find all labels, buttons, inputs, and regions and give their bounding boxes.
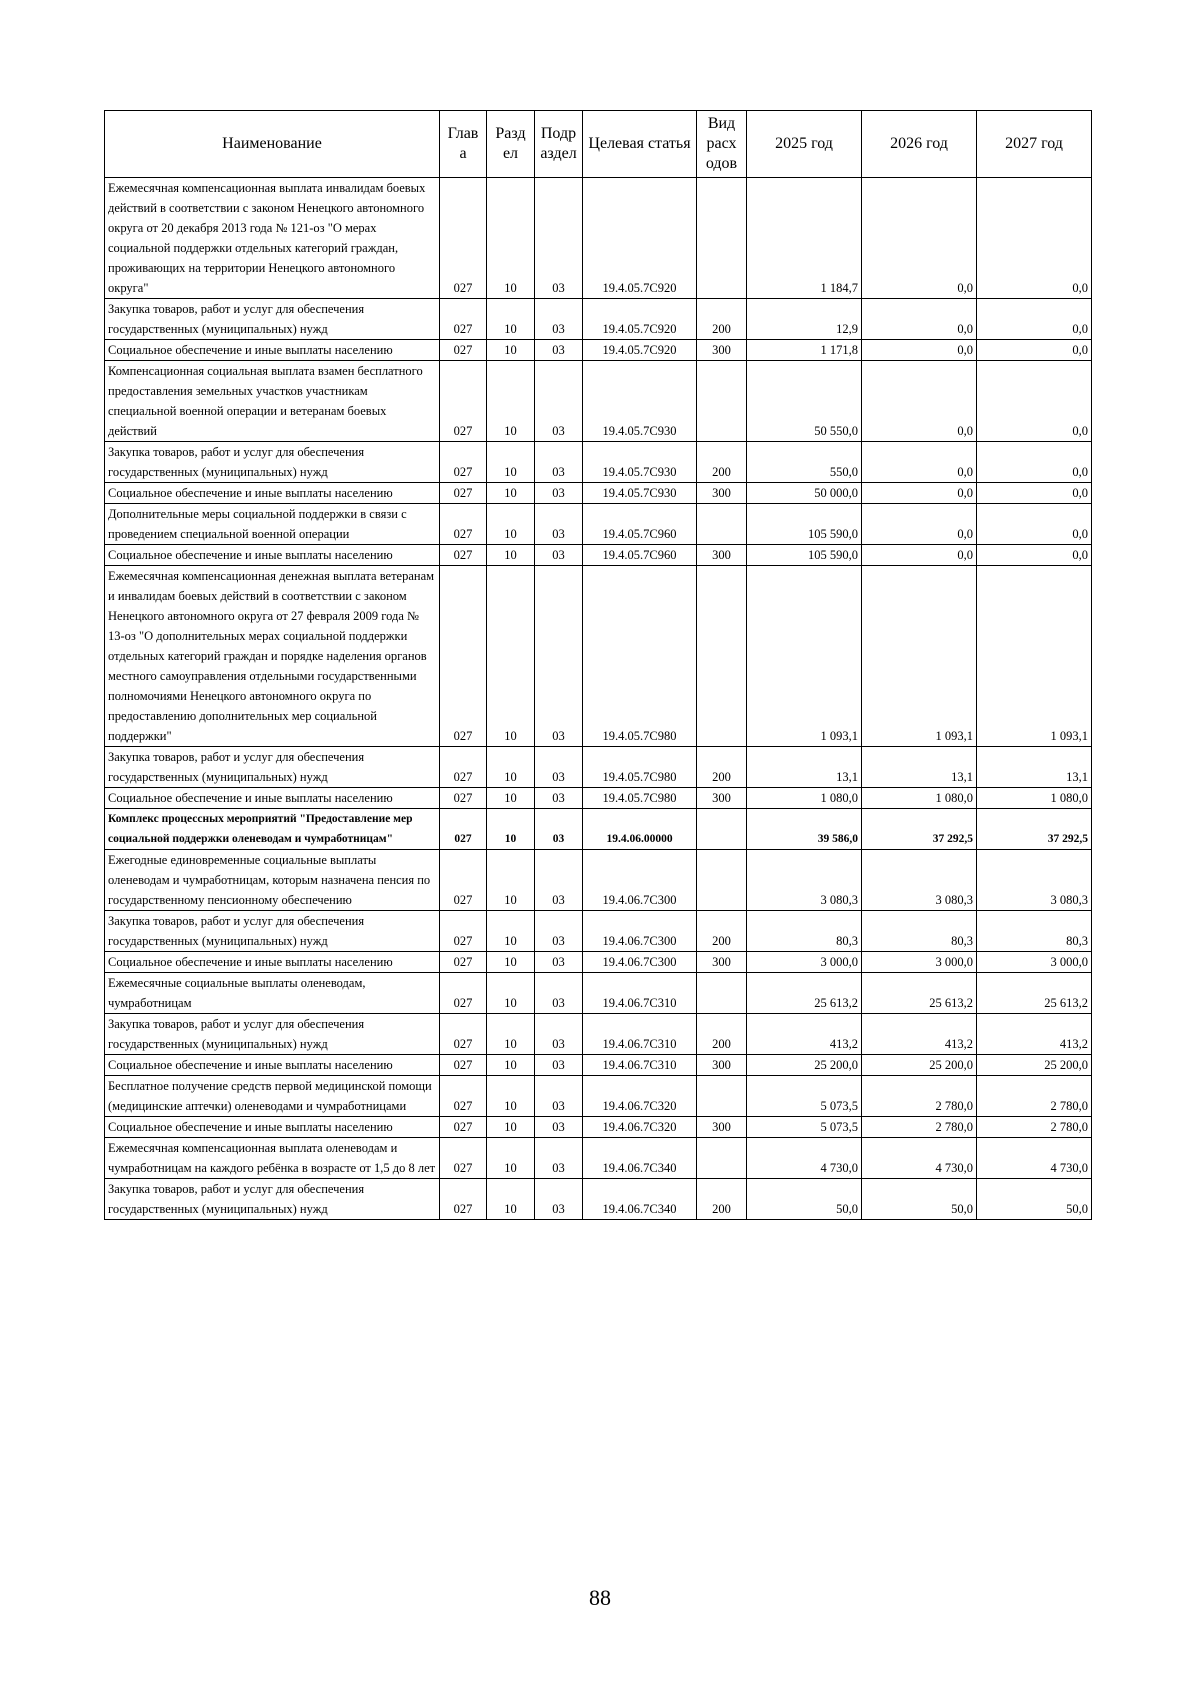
cell-2027: 0,0 bbox=[977, 361, 1092, 442]
cell-razdel: 10 bbox=[487, 504, 535, 545]
table-row bbox=[105, 340, 1092, 361]
cell-razdel: 10 bbox=[487, 1076, 535, 1117]
cell-glava: 027 bbox=[440, 1014, 487, 1055]
cell-name: Дополнительные меры социальной поддержки в связи с проведением специальной военной операции bbox=[105, 504, 440, 545]
cell-2027: 0,0 bbox=[977, 299, 1092, 340]
cell-2027: 413,2 bbox=[977, 1014, 1092, 1055]
cell-glava: 027 bbox=[440, 1076, 487, 1117]
cell-2025: 550,0 bbox=[747, 442, 862, 483]
page-number: 88 bbox=[589, 1585, 611, 1610]
cell-2027: 25 613,2 bbox=[977, 973, 1092, 1014]
cell-name: Социальное обеспечение и иные выплаты населению bbox=[105, 1055, 440, 1076]
table-row bbox=[105, 1055, 1092, 1076]
cell-2027: 0,0 bbox=[977, 340, 1092, 361]
cell-vid-raskhodov: 200 bbox=[697, 1179, 747, 1220]
cell-2025: 105 590,0 bbox=[747, 545, 862, 566]
cell-razdel: 10 bbox=[487, 1014, 535, 1055]
cell-2027: 3 080,3 bbox=[977, 850, 1092, 911]
cell-podrazdel: 03 bbox=[535, 1055, 583, 1076]
cell-podrazdel: 03 bbox=[535, 545, 583, 566]
cell-razdel: 10 bbox=[487, 1055, 535, 1076]
cell-vid-raskhodov: 300 bbox=[697, 788, 747, 809]
cell-vid-raskhodov bbox=[697, 973, 747, 1014]
cell-vid-raskhodov: 300 bbox=[697, 545, 747, 566]
cell-razdel: 10 bbox=[487, 1179, 535, 1220]
cell-2026: 0,0 bbox=[862, 504, 977, 545]
cell-vid-raskhodov: 200 bbox=[697, 442, 747, 483]
table-row bbox=[105, 545, 1092, 566]
cell-razdel: 10 bbox=[487, 911, 535, 952]
cell-2026: 3 000,0 bbox=[862, 952, 977, 973]
cell-glava: 027 bbox=[440, 361, 487, 442]
cell-podrazdel: 03 bbox=[535, 973, 583, 1014]
cell-glava: 027 bbox=[440, 747, 487, 788]
cell-tselevaya-statya: 19.4.05.7С920 bbox=[583, 299, 697, 340]
cell-razdel: 10 bbox=[487, 1117, 535, 1138]
table-row bbox=[105, 566, 1092, 747]
cell-2027: 25 200,0 bbox=[977, 1055, 1092, 1076]
cell-2025: 50,0 bbox=[747, 1179, 862, 1220]
cell-2026: 4 730,0 bbox=[862, 1138, 977, 1179]
cell-2027: 2 780,0 bbox=[977, 1117, 1092, 1138]
cell-2025: 1 171,8 bbox=[747, 340, 862, 361]
table-row bbox=[105, 504, 1092, 545]
cell-2025: 39 586,0 bbox=[747, 809, 862, 850]
cell-2027: 0,0 bbox=[977, 178, 1092, 299]
cell-glava: 027 bbox=[440, 566, 487, 747]
table-row bbox=[105, 1179, 1092, 1220]
header-tselevaya-statya: Целевая статья bbox=[583, 111, 697, 178]
cell-glava: 027 bbox=[440, 788, 487, 809]
table-header-row bbox=[105, 111, 1092, 178]
cell-tselevaya-statya: 19.4.05.7С980 bbox=[583, 747, 697, 788]
cell-glava: 027 bbox=[440, 1138, 487, 1179]
table-row bbox=[105, 911, 1092, 952]
table-row bbox=[105, 1117, 1092, 1138]
cell-2026: 25 200,0 bbox=[862, 1055, 977, 1076]
cell-razdel: 10 bbox=[487, 809, 535, 850]
cell-tselevaya-statya: 19.4.05.7С980 bbox=[583, 788, 697, 809]
cell-name: Компенсационная социальная выплата взамен бесплатного предоставления земельных участков участникам специальной военной операции и ветеранам боевых действий bbox=[105, 361, 440, 442]
cell-tselevaya-statya: 19.4.05.7С930 bbox=[583, 361, 697, 442]
cell-podrazdel: 03 bbox=[535, 1179, 583, 1220]
cell-vid-raskhodov bbox=[697, 809, 747, 850]
cell-glava: 027 bbox=[440, 340, 487, 361]
table-row bbox=[105, 299, 1092, 340]
cell-name: Комплекс процессных мероприятий "Предоставление мер социальной поддержки оленеводам и чумработницам" bbox=[105, 809, 440, 850]
cell-name: Закупка товаров, работ и услуг для обеспечения государственных (муниципальных) нужд bbox=[105, 299, 440, 340]
cell-glava: 027 bbox=[440, 442, 487, 483]
cell-podrazdel: 03 bbox=[535, 952, 583, 973]
cell-podrazdel: 03 bbox=[535, 340, 583, 361]
cell-vid-raskhodov: 300 bbox=[697, 1055, 747, 1076]
cell-razdel: 10 bbox=[487, 361, 535, 442]
cell-podrazdel: 03 bbox=[535, 566, 583, 747]
cell-2027: 1 080,0 bbox=[977, 788, 1092, 809]
table-row bbox=[105, 442, 1092, 483]
cell-name: Социальное обеспечение и иные выплаты населению bbox=[105, 340, 440, 361]
cell-tselevaya-statya: 19.4.06.7С310 bbox=[583, 1055, 697, 1076]
cell-2026: 0,0 bbox=[862, 361, 977, 442]
table-row bbox=[105, 483, 1092, 504]
cell-name: Ежемесячная компенсационная выплата оленеводам и чумработницам на каждого ребёнка в возрасте от 1,5 до 8 лет bbox=[105, 1138, 440, 1179]
cell-podrazdel: 03 bbox=[535, 911, 583, 952]
cell-tselevaya-statya: 19.4.06.00000 bbox=[583, 809, 697, 850]
cell-glava: 027 bbox=[440, 850, 487, 911]
cell-2025: 12,9 bbox=[747, 299, 862, 340]
cell-name: Ежемесячная компенсационная выплата инвалидам боевых действий в соответствии с законом Ненецкого автономного округа от 20 декабря 2013 года № 121-оз "О мерах социальной поддержки отдельных категорий граждан, проживающих на территории Ненецкого автономного округа" bbox=[105, 178, 440, 299]
cell-2025: 1 093,1 bbox=[747, 566, 862, 747]
cell-name: Ежегодные единовременные социальные выплаты оленеводам и чумработницам, которым назначена пенсия по государственному пенсионному обеспечению bbox=[105, 850, 440, 911]
cell-2025: 25 200,0 bbox=[747, 1055, 862, 1076]
cell-2025: 13,1 bbox=[747, 747, 862, 788]
cell-tselevaya-statya: 19.4.06.7С340 bbox=[583, 1179, 697, 1220]
cell-vid-raskhodov: 300 bbox=[697, 340, 747, 361]
cell-2026: 37 292,5 bbox=[862, 809, 977, 850]
budget-table bbox=[104, 110, 1092, 1220]
cell-glava: 027 bbox=[440, 178, 487, 299]
cell-razdel: 10 bbox=[487, 442, 535, 483]
table-row bbox=[105, 178, 1092, 299]
cell-razdel: 10 bbox=[487, 788, 535, 809]
cell-tselevaya-statya: 19.4.05.7С960 bbox=[583, 545, 697, 566]
cell-razdel: 10 bbox=[487, 178, 535, 299]
cell-vid-raskhodov: 200 bbox=[697, 299, 747, 340]
cell-podrazdel: 03 bbox=[535, 483, 583, 504]
cell-podrazdel: 03 bbox=[535, 361, 583, 442]
cell-tselevaya-statya: 19.4.05.7С980 bbox=[583, 566, 697, 747]
header-name: Наименование bbox=[105, 111, 440, 178]
cell-razdel: 10 bbox=[487, 545, 535, 566]
cell-vid-raskhodov: 200 bbox=[697, 747, 747, 788]
cell-2025: 80,3 bbox=[747, 911, 862, 952]
cell-vid-raskhodov bbox=[697, 178, 747, 299]
cell-tselevaya-statya: 19.4.05.7С930 bbox=[583, 483, 697, 504]
cell-tselevaya-statya: 19.4.06.7С310 bbox=[583, 1014, 697, 1055]
table-row bbox=[105, 850, 1092, 911]
cell-podrazdel: 03 bbox=[535, 178, 583, 299]
cell-tselevaya-statya: 19.4.05.7С920 bbox=[583, 178, 697, 299]
cell-glava: 027 bbox=[440, 952, 487, 973]
cell-2027: 2 780,0 bbox=[977, 1076, 1092, 1117]
cell-razdel: 10 bbox=[487, 483, 535, 504]
header-2027: 2027 год bbox=[977, 111, 1092, 178]
cell-podrazdel: 03 bbox=[535, 1014, 583, 1055]
cell-tselevaya-statya: 19.4.05.7С930 bbox=[583, 442, 697, 483]
cell-glava: 027 bbox=[440, 973, 487, 1014]
cell-vid-raskhodov bbox=[697, 850, 747, 911]
cell-glava: 027 bbox=[440, 504, 487, 545]
cell-2025: 3 080,3 bbox=[747, 850, 862, 911]
cell-2025: 3 000,0 bbox=[747, 952, 862, 973]
cell-name: Закупка товаров, работ и услуг для обеспечения государственных (муниципальных) нужд bbox=[105, 1179, 440, 1220]
cell-name: Социальное обеспечение и иные выплаты населению bbox=[105, 545, 440, 566]
cell-2025: 4 730,0 bbox=[747, 1138, 862, 1179]
cell-2026: 80,3 bbox=[862, 911, 977, 952]
cell-name: Бесплатное получение средств первой медицинской помощи (медицинские аптечки) оленеводами и чумработницами bbox=[105, 1076, 440, 1117]
cell-2026: 13,1 bbox=[862, 747, 977, 788]
cell-vid-raskhodov: 300 bbox=[697, 952, 747, 973]
cell-name: Закупка товаров, работ и услуг для обеспечения государственных (муниципальных) нужд bbox=[105, 1014, 440, 1055]
cell-podrazdel: 03 bbox=[535, 1076, 583, 1117]
cell-name: Социальное обеспечение и иные выплаты населению bbox=[105, 1117, 440, 1138]
cell-2027: 37 292,5 bbox=[977, 809, 1092, 850]
cell-glava: 027 bbox=[440, 809, 487, 850]
cell-2026: 2 780,0 bbox=[862, 1076, 977, 1117]
cell-2026: 1 093,1 bbox=[862, 566, 977, 747]
table-row bbox=[105, 1138, 1092, 1179]
cell-2025: 5 073,5 bbox=[747, 1076, 862, 1117]
cell-name: Социальное обеспечение и иные выплаты населению bbox=[105, 483, 440, 504]
cell-2026: 0,0 bbox=[862, 340, 977, 361]
cell-2027: 0,0 bbox=[977, 483, 1092, 504]
cell-name: Социальное обеспечение и иные выплаты населению bbox=[105, 952, 440, 973]
cell-tselevaya-statya: 19.4.05.7С920 bbox=[583, 340, 697, 361]
cell-glava: 027 bbox=[440, 1055, 487, 1076]
cell-razdel: 10 bbox=[487, 1138, 535, 1179]
cell-tselevaya-statya: 19.4.06.7С340 bbox=[583, 1138, 697, 1179]
table-row bbox=[105, 788, 1092, 809]
cell-2025: 25 613,2 bbox=[747, 973, 862, 1014]
cell-2026: 0,0 bbox=[862, 545, 977, 566]
cell-razdel: 10 bbox=[487, 973, 535, 1014]
cell-podrazdel: 03 bbox=[535, 747, 583, 788]
cell-vid-raskhodov bbox=[697, 504, 747, 545]
cell-2026: 1 080,0 bbox=[862, 788, 977, 809]
cell-razdel: 10 bbox=[487, 850, 535, 911]
cell-2026: 3 080,3 bbox=[862, 850, 977, 911]
cell-2026: 0,0 bbox=[862, 299, 977, 340]
table-row bbox=[105, 361, 1092, 442]
cell-2027: 1 093,1 bbox=[977, 566, 1092, 747]
table-body bbox=[105, 178, 1092, 1220]
cell-podrazdel: 03 bbox=[535, 850, 583, 911]
cell-2025: 1 184,7 bbox=[747, 178, 862, 299]
cell-2026: 2 780,0 bbox=[862, 1117, 977, 1138]
cell-tselevaya-statya: 19.4.06.7С310 bbox=[583, 973, 697, 1014]
cell-vid-raskhodov bbox=[697, 566, 747, 747]
cell-2025: 50 000,0 bbox=[747, 483, 862, 504]
cell-2027: 80,3 bbox=[977, 911, 1092, 952]
cell-vid-raskhodov: 300 bbox=[697, 483, 747, 504]
cell-podrazdel: 03 bbox=[535, 504, 583, 545]
cell-2025: 50 550,0 bbox=[747, 361, 862, 442]
cell-2027: 13,1 bbox=[977, 747, 1092, 788]
cell-vid-raskhodov: 200 bbox=[697, 1014, 747, 1055]
cell-tselevaya-statya: 19.4.05.7С960 bbox=[583, 504, 697, 545]
cell-2026: 0,0 bbox=[862, 178, 977, 299]
cell-razdel: 10 bbox=[487, 952, 535, 973]
cell-2026: 0,0 bbox=[862, 483, 977, 504]
cell-glava: 027 bbox=[440, 483, 487, 504]
cell-2025: 5 073,5 bbox=[747, 1117, 862, 1138]
cell-name: Закупка товаров, работ и услуг для обеспечения государственных (муниципальных) нужд bbox=[105, 911, 440, 952]
cell-vid-raskhodov bbox=[697, 1076, 747, 1117]
cell-tselevaya-statya: 19.4.06.7С320 bbox=[583, 1076, 697, 1117]
cell-podrazdel: 03 bbox=[535, 1138, 583, 1179]
cell-glava: 027 bbox=[440, 1179, 487, 1220]
cell-2026: 25 613,2 bbox=[862, 973, 977, 1014]
cell-2027: 4 730,0 bbox=[977, 1138, 1092, 1179]
cell-podrazdel: 03 bbox=[535, 442, 583, 483]
header-vid-raskhodov: Вид расх одов bbox=[697, 111, 747, 178]
cell-2027: 3 000,0 bbox=[977, 952, 1092, 973]
cell-glava: 027 bbox=[440, 1117, 487, 1138]
cell-podrazdel: 03 bbox=[535, 809, 583, 850]
cell-vid-raskhodov bbox=[697, 361, 747, 442]
header-2026: 2026 год bbox=[862, 111, 977, 178]
cell-razdel: 10 bbox=[487, 747, 535, 788]
cell-2027: 0,0 bbox=[977, 442, 1092, 483]
header-glava: Глав а bbox=[440, 111, 487, 178]
cell-razdel: 10 bbox=[487, 299, 535, 340]
cell-vid-raskhodov: 200 bbox=[697, 911, 747, 952]
cell-tselevaya-statya: 19.4.06.7С320 bbox=[583, 1117, 697, 1138]
cell-name: Ежемесячные социальные выплаты оленеводам, чумработницам bbox=[105, 973, 440, 1014]
table-row bbox=[105, 1014, 1092, 1055]
cell-2027: 0,0 bbox=[977, 504, 1092, 545]
cell-2026: 0,0 bbox=[862, 442, 977, 483]
cell-2025: 1 080,0 bbox=[747, 788, 862, 809]
cell-glava: 027 bbox=[440, 911, 487, 952]
cell-2025: 105 590,0 bbox=[747, 504, 862, 545]
cell-tselevaya-statya: 19.4.06.7С300 bbox=[583, 952, 697, 973]
cell-vid-raskhodov bbox=[697, 1138, 747, 1179]
header-podrazdel: Подр аздел bbox=[535, 111, 583, 178]
header-razdel: Разд ел bbox=[487, 111, 535, 178]
cell-2026: 413,2 bbox=[862, 1014, 977, 1055]
cell-2026: 50,0 bbox=[862, 1179, 977, 1220]
cell-2027: 0,0 bbox=[977, 545, 1092, 566]
cell-name: Закупка товаров, работ и услуг для обеспечения государственных (муниципальных) нужд bbox=[105, 747, 440, 788]
cell-name: Социальное обеспечение и иные выплаты населению bbox=[105, 788, 440, 809]
header-2025: 2025 год bbox=[747, 111, 862, 178]
cell-razdel: 10 bbox=[487, 340, 535, 361]
table-row bbox=[105, 747, 1092, 788]
cell-podrazdel: 03 bbox=[535, 1117, 583, 1138]
cell-vid-raskhodov: 300 bbox=[697, 1117, 747, 1138]
table-row bbox=[105, 809, 1092, 850]
cell-2025: 413,2 bbox=[747, 1014, 862, 1055]
cell-2027: 50,0 bbox=[977, 1179, 1092, 1220]
cell-tselevaya-statya: 19.4.06.7С300 bbox=[583, 850, 697, 911]
cell-podrazdel: 03 bbox=[535, 299, 583, 340]
table-row bbox=[105, 973, 1092, 1014]
cell-name: Ежемесячная компенсационная денежная выплата ветеранам и инвалидам боевых действий в соответствии с законом Ненецкого автономного округа от 27 февраля 2009 года № 13-оз "О дополнительных мерах социальной поддержки отдельных категорий граждан и порядке наделения органов местного самоуправления отдельными государственными полномочиями Ненецкого автономного округа по предоставлению дополнительных мер социальной поддержки" bbox=[105, 566, 440, 747]
cell-podrazdel: 03 bbox=[535, 788, 583, 809]
table-row bbox=[105, 1076, 1092, 1117]
cell-razdel: 10 bbox=[487, 566, 535, 747]
cell-glava: 027 bbox=[440, 299, 487, 340]
cell-glava: 027 bbox=[440, 545, 487, 566]
table-row bbox=[105, 952, 1092, 973]
cell-name: Закупка товаров, работ и услуг для обеспечения государственных (муниципальных) нужд bbox=[105, 442, 440, 483]
cell-tselevaya-statya: 19.4.06.7С300 bbox=[583, 911, 697, 952]
